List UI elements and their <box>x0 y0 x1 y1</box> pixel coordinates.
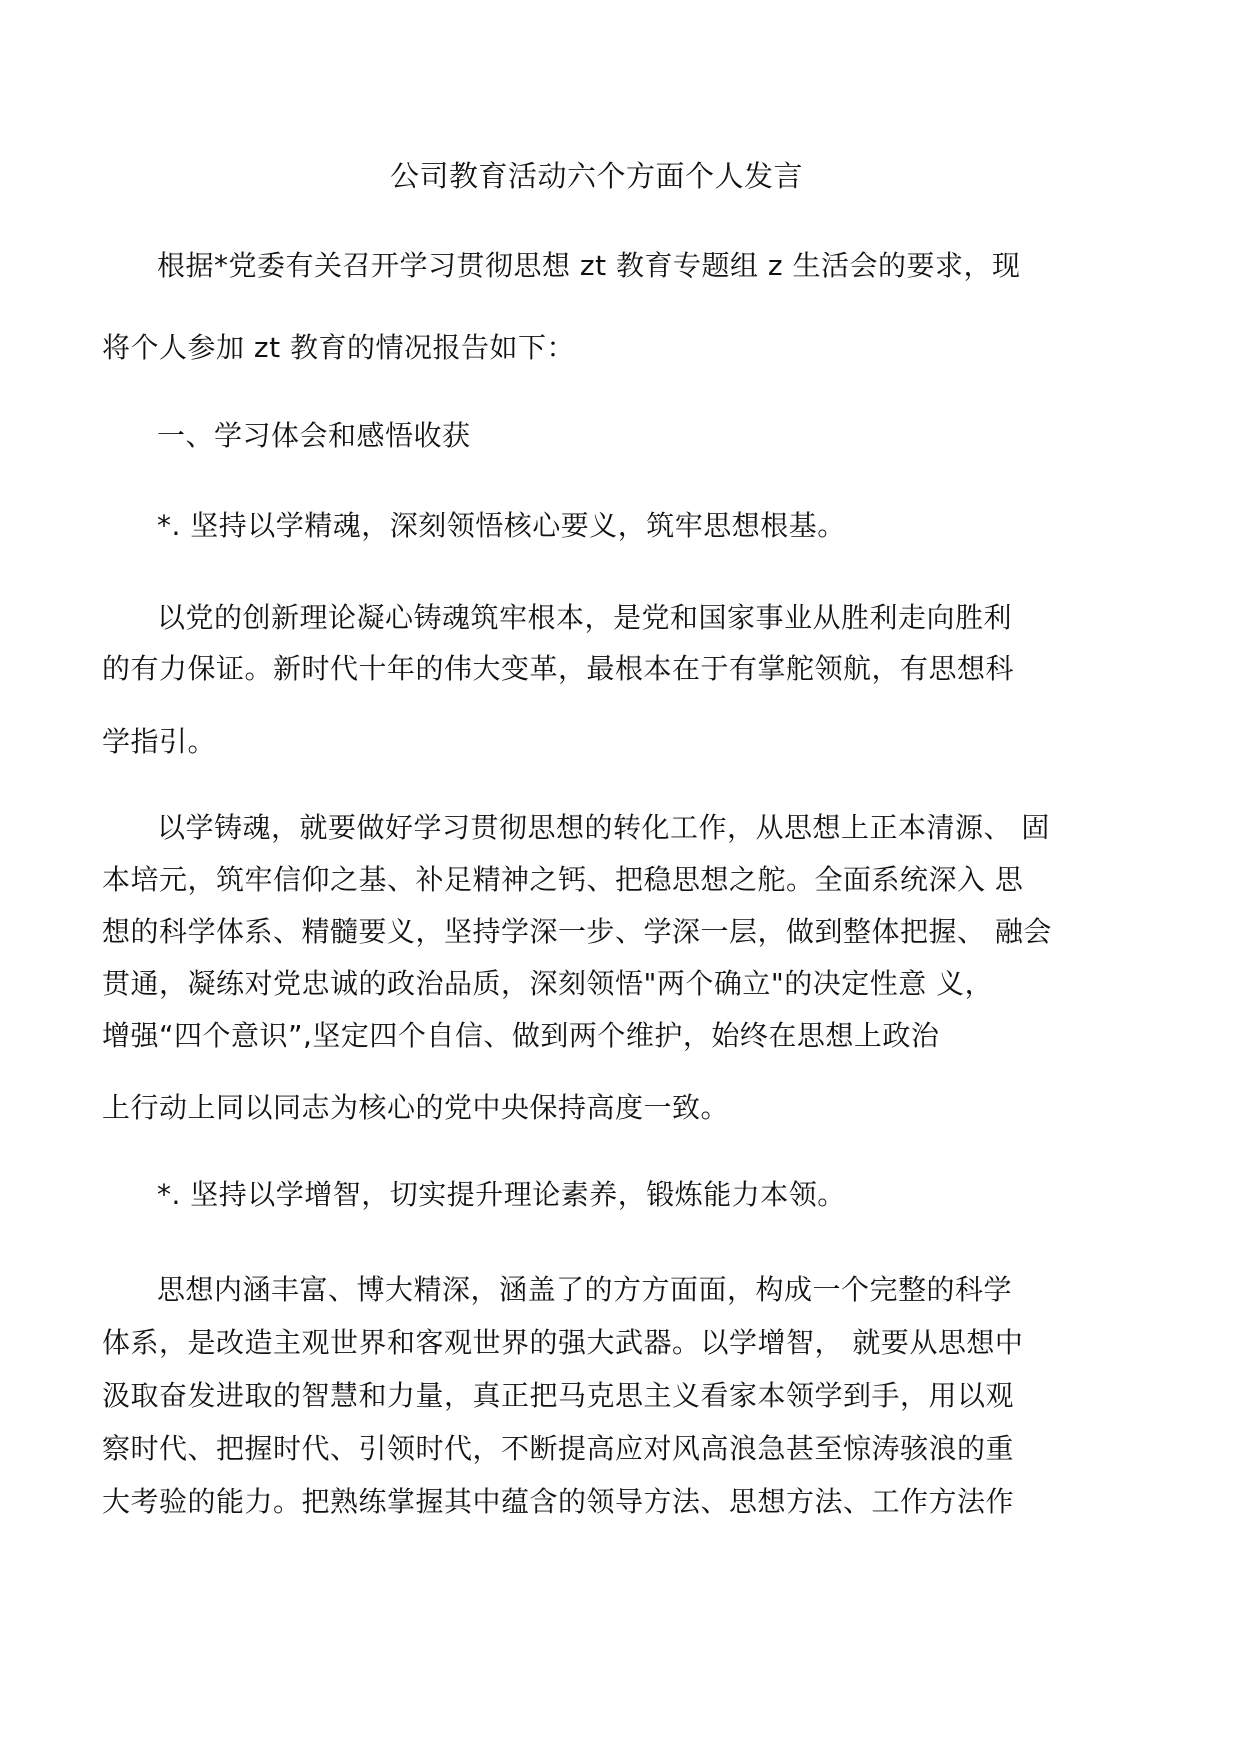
subsection-heading: *. 坚持以学精魂，深刻领悟核心要义，筑牢思想根基。 <box>157 509 846 542</box>
paragraph-line: 学指引。 <box>102 725 217 758</box>
document-title: 公司教育活动六个方面个人发言 <box>390 159 804 193</box>
paragraph-line: 想的科学体系、精髓要义，坚持学深一步、学深一层，做到整体把握、 融会 <box>102 915 1052 948</box>
paragraph-line: 增强“四个意识”,坚定四个自信、做到两个维护，始终在思想上政治 <box>102 1019 940 1052</box>
paragraph-line: 根据*党委有关召开学习贯彻思想 zt 教育专题组 z 生活会的要求，现 <box>157 249 1021 282</box>
paragraph-line: 将个人参加 zt 教育的情况报告如下： <box>102 331 575 364</box>
paragraph-line: 以党的创新理论凝心铸魂筑牢根本，是党和国家事业从胜利走向胜利 <box>157 601 1013 634</box>
paragraph-line: 大考验的能力。把熟练掌握其中蕴含的领导方法、思想方法、工作方法作 <box>102 1485 1015 1518</box>
paragraph-line: 上行动上同以同志为核心的党中央保持高度一致。 <box>102 1091 730 1124</box>
paragraph-line: 本培元，筑牢信仰之基、补足精神之钙、把稳思想之舵。全面系统深入 思 <box>102 863 1024 896</box>
section-heading: 一、学习体会和感悟收获 <box>157 419 471 452</box>
paragraph-line: 汲取奋发进取的智慧和力量，真正把马克思主义看家本领学到手，用以观 <box>102 1379 1015 1412</box>
subsection-heading: *. 坚持以学增智，切实提升理论素养，锻炼能力本领。 <box>157 1178 846 1211</box>
paragraph-line: 思想内涵丰富、博大精深，涵盖了的方方面面，构成一个完整的科学 <box>157 1273 1013 1306</box>
paragraph-line: 的有力保证。新时代十年的伟大变革，最根本在于有掌舵领航，有思想科 <box>102 652 1015 685</box>
paragraph-line: 体系，是改造主观世界和客观世界的强大武器。以学增智， 就要从思想中 <box>102 1326 1024 1359</box>
paragraph-line: 以学铸魂，就要做好学习贯彻思想的转化工作，从思想上正本清源、 固 <box>157 811 1050 844</box>
paragraph-line: 察时代、把握时代、引领时代，不断提高应对风高浪急甚至惊涛骇浪的重 <box>102 1432 1015 1465</box>
paragraph-line: 贯通，凝练对党忠诚的政治品质，深刻领悟"两个确立"的决定性意 义， <box>102 967 994 1000</box>
